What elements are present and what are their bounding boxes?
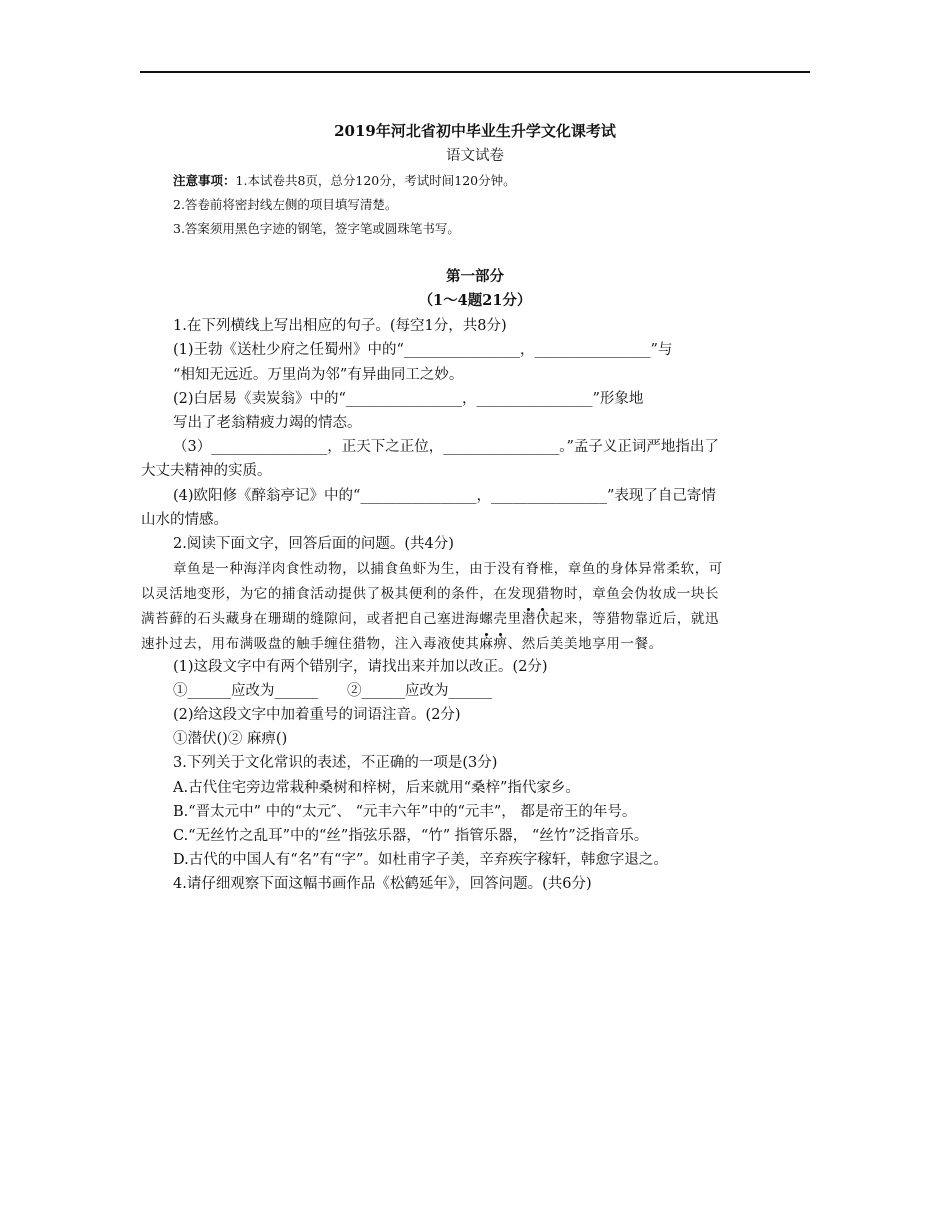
q3-stem: 3.下列关于文化常识的表述，不正确的一项是(3分) [173,755,498,771]
q1-line-8: 山水的情感。 [141,512,228,528]
part-subtitle: （1～4题21分） [418,292,532,309]
q2-sub-2-answer: ①潜伏()② 麻痹() [173,731,288,747]
exam-title: 2019年河北省初中毕业生升学文化课考试 [334,122,616,140]
q1-line-3: (2)白居易《卖炭翁》中的“________________，________________”形象地 [173,391,644,407]
q1-stem: 1.在下列横线上写出相应的句子。(每空1分，共8分) [173,318,507,334]
part-title: 第一部分 [446,268,504,285]
q1-line-4: 写出了老翁精疲力竭的情态。 [173,415,362,431]
emphasis-char-bi: 痹 [493,636,508,652]
passage-text: 满苔藓的石头藏身在珊瑚的缝隙问，或者把自己塞进海螺壳里 [141,611,522,627]
q1-line-6: 大丈夫精神的实质。 [141,463,272,479]
q2-passage-line-3 [141,609,719,629]
passage-text: 、然后美美地享用一餐。 [507,636,663,652]
q2-passage-line-2: 以灵活地变形，为它的捕食活动提供了极其便利的条件，在发现猎物时，章鱼会伪妆成一块长 [141,586,720,602]
q3-option-c: C.“无丝竹之乱耳”中的“丝”指弦乐器，“竹” 指管乐器， “丝竹”泛指音乐。 [173,828,649,844]
q2-passage-line-4 [141,634,663,654]
notes-item-2: 2.答卷前将密封线左侧的项目填写清楚。 [173,197,398,212]
q3-option-a: A.古代住宅旁边常栽种桑树和梓树，后来就用“桑梓”指代家乡。 [173,780,580,796]
q2-stem: 2.阅读下面文字，回答后面的问题。(共4分) [173,536,454,552]
q3-option-b: B.“晋太元中” 中的“太元″、 “元丰六年”中的“元丰”， 都是帝王的年号。 [173,804,637,820]
passage-text: 速扑过去，用布满吸盘的触手缠住猎物，注入毒液使其 [141,636,480,652]
passage-text: 起来，等猎物靠近后，就迅 [549,611,720,627]
q2-sub-2: (2)给这段文字中加着重号的词语注音。(2分) [173,707,461,723]
emphasis-char-ma: 麻 [479,636,494,652]
emphasis-char-fu: 伏 [535,611,550,627]
top-rule [140,71,810,73]
q1-line-2: “相知无远近。万里尚为邻”有异曲同工之妙。 [173,367,464,383]
q1-line-5: （3）________________，正天下之正位，________________。”孟子义正词严地指出了 [173,439,719,455]
q3-option-d: D.古代的中国人有“名”有“字”。如杜甫字子美，辛弃疾字稼轩，韩愈字退之。 [173,852,668,868]
q2-sub-1: (1)这段文字中有两个错别字，请找出来并加以改正。(2分) [173,659,548,675]
q2-passage-line-1: 章鱼是一种海洋肉食性动物，以捕食鱼虾为生，由于没有脊椎，章鱼的身体异常柔软，可 [173,561,723,577]
notes-label: 注意事项： [173,173,236,188]
notes-line-1 [173,171,516,191]
notes-item-3: 3.答案须用黑色字迹的钢笔，签字笔或圆珠笔书写。 [173,221,460,236]
q1-line-1: (1)王勃《送杜少府之任蜀州》中的“________________，________________”与 [173,342,673,358]
q1-line-7: (4)欧阳修《醉翁亭记》中的“________________，________________”表现了自己寄情 [173,488,716,504]
exam-subtitle: 语文试卷 [446,148,504,164]
q4-stem: 4.请仔细观察下面这幅书画作品《松鹤延年》，回答问题。(共6分) [173,876,592,892]
q2-sub-1-answer: ①______应改为______ ②______应改为______ [173,683,492,699]
emphasis-char-qian: 潜 [521,611,536,627]
notes-item-1: 1.本试卷共8页，总分120分，考试时间120分钟。 [235,173,516,188]
